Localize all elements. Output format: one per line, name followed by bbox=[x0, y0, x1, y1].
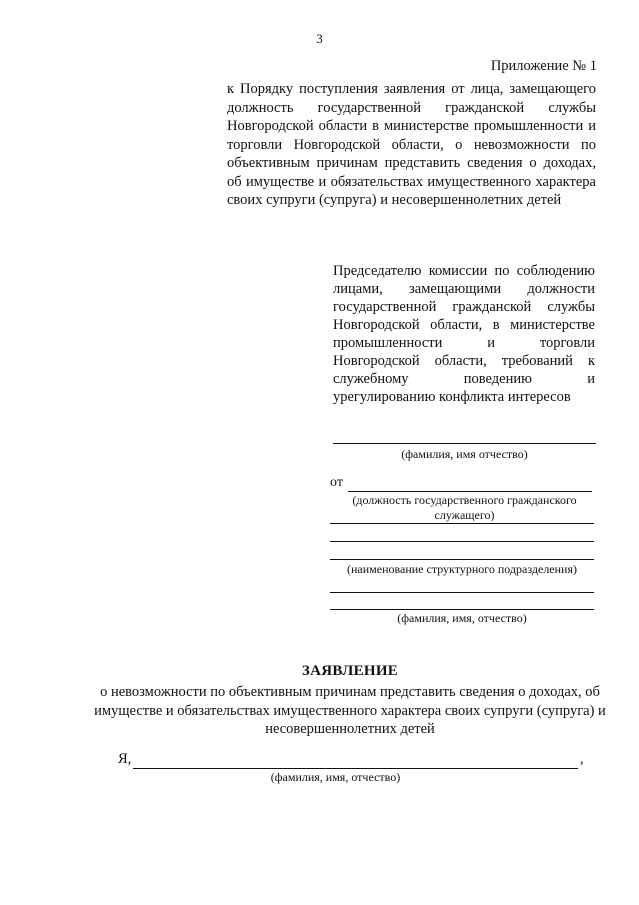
division-line-2[interactable] bbox=[330, 541, 594, 542]
applicant-caption: (фамилия, имя, отчество) bbox=[397, 611, 527, 625]
from-label: от bbox=[330, 475, 343, 490]
division-caption: (наименование структурного подразделения) bbox=[346, 562, 577, 576]
division-line-1[interactable] bbox=[330, 523, 594, 524]
name-fill-line[interactable] bbox=[133, 768, 578, 769]
name-caption: (фамилия, имя, отчество) bbox=[270, 770, 401, 784]
chairman-name-caption: (фамилия, имя отчество) bbox=[401, 447, 528, 461]
comma: , bbox=[580, 751, 584, 767]
page-number: 3 bbox=[316, 31, 323, 46]
addressee-block: Председателю комиссии по соблюдению лицами, замещающими должности государственной гражданской службы Новгородской области, в министерстве промышленности и торговли Новгородской области, требований к служебному поведению и урегулированию конфликта интересов bbox=[333, 263, 595, 405]
statement-subtitle: о невозможности по объективным причинам представить сведения о доходах, об имуществе и обязательствах имущественного характера своих супруги (супруга) и несовершеннолетних детей bbox=[94, 684, 606, 737]
division-line-3[interactable] bbox=[330, 559, 594, 560]
chairman-name-line[interactable] bbox=[333, 443, 596, 444]
statement-title: ЗАЯВЛЕНИЕ bbox=[301, 663, 399, 679]
i-label: Я, bbox=[118, 751, 132, 767]
appendix-label: Приложение № 1 bbox=[490, 58, 597, 74]
applicant-line-2[interactable] bbox=[330, 609, 594, 610]
applicant-line-1[interactable] bbox=[330, 592, 594, 593]
position-caption: (должность государственного гражданского служащего) bbox=[352, 493, 577, 522]
position-line[interactable] bbox=[348, 491, 592, 492]
order-reference-text: к Порядку поступления заявления от лица, замещающего должность государственной гражданской службы Новгородской области в министерстве промышленности и торговли Новгородской области, о невозможности по объективным причинам представить сведения о доходах, об имуществе и обязательствах имущественного характера своих супруги (супруга) и несовершеннолетних детей bbox=[227, 81, 596, 208]
